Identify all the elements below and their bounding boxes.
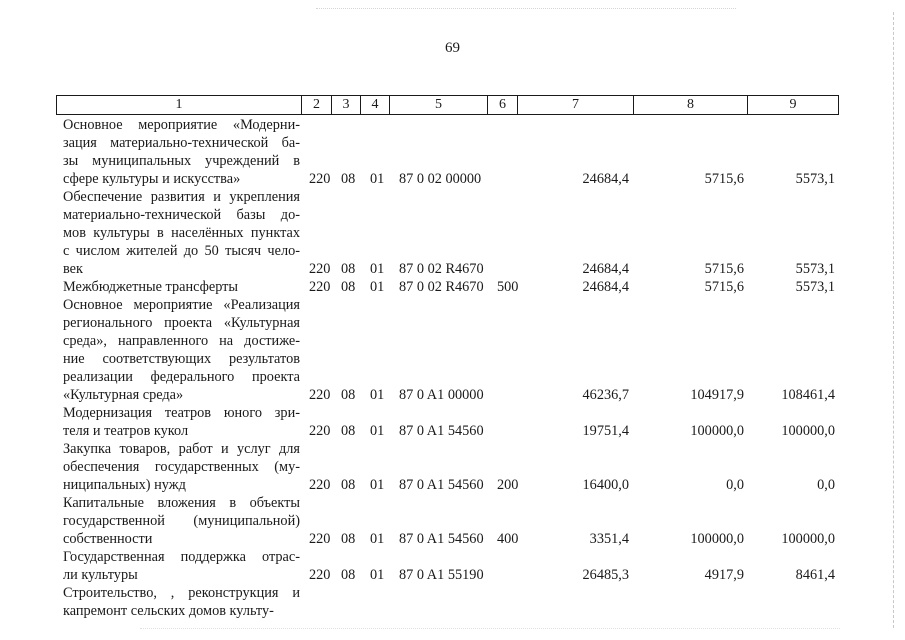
subsection-code: 08 [341, 279, 356, 295]
description-line: ниципальных) нужд [63, 477, 186, 493]
target-article-code: 87 0 A1 54560 [399, 531, 484, 547]
description-line: Обеспечение развития и укрепления [63, 189, 300, 205]
amount-col-7: 19751,4 [582, 423, 629, 439]
subsection-code: 08 [341, 531, 356, 547]
row-description [63, 440, 300, 494]
description-line: материально-технической базы до- [63, 207, 300, 223]
subsection-code: 08 [341, 423, 356, 439]
row-description [63, 548, 300, 584]
column-header-4: 4 [361, 96, 390, 115]
column-header-9: 9 [748, 96, 839, 115]
description-line: среда», направленного на достиже- [63, 333, 300, 349]
description-line: сфере культуры и искусства» [63, 171, 241, 187]
description-line: век [63, 261, 83, 277]
target-article-code: 87 0 02 R4670 [399, 261, 484, 277]
column-header-8: 8 [634, 96, 748, 115]
description-line: Строительство, , реконструкция и [63, 585, 300, 601]
amount-col-9: 100000,0 [781, 423, 835, 439]
amount-col-7: 16400,0 [582, 477, 629, 493]
amount-col-7: 24684,4 [582, 279, 629, 295]
description-line: Межбюджетные трансферты [63, 279, 239, 295]
amount-col-7: 24684,4 [582, 171, 629, 187]
section-code: 220 [309, 171, 331, 187]
target-article-code: 87 0 02 00000 [399, 171, 482, 187]
target-article-code: 87 0 A1 54560 [399, 423, 484, 439]
amount-col-8: 5715,6 [704, 279, 744, 295]
amount-col-8: 104917,9 [690, 387, 744, 403]
description-line: зация материально-технической ба- [63, 135, 300, 151]
description-line: теля и театров кукол [63, 423, 189, 439]
column-header-5: 5 [390, 96, 488, 115]
description-line: Капитальные вложения в объекты [63, 495, 300, 511]
row-description [63, 296, 300, 404]
amount-col-9: 5573,1 [795, 261, 835, 277]
subsection-minor-code: 01 [370, 531, 385, 547]
amount-col-8: 5715,6 [704, 171, 744, 187]
row-description [63, 188, 300, 278]
description-line: реализации федерального проекта [63, 369, 300, 385]
description-line: государственной (муниципальной) [63, 513, 300, 529]
description-line: Государственная поддержка отрас- [63, 549, 300, 565]
target-article-code: 87 0 02 R4670 [399, 279, 484, 295]
target-article-code: 87 0 A1 00000 [399, 387, 484, 403]
subsection-minor-code: 01 [370, 567, 385, 583]
expense-type-code: 200 [497, 477, 519, 493]
column-header-1: 1 [57, 96, 302, 115]
amount-col-8: 5715,6 [704, 261, 744, 277]
amount-col-8: 100000,0 [690, 423, 744, 439]
description-line: зы муниципальных учреждений в [63, 153, 300, 169]
amount-col-8: 4917,9 [704, 567, 744, 583]
description-line: регионального проекта «Культурная [63, 315, 300, 331]
description-line: с числом жителей до 50 тысяч чело- [63, 243, 300, 259]
subsection-minor-code: 01 [370, 261, 385, 277]
expense-type-code: 500 [497, 279, 519, 295]
column-header-2: 2 [302, 96, 332, 115]
section-code: 220 [309, 279, 331, 295]
row-description [63, 584, 300, 620]
row-description [63, 404, 300, 440]
description-line: ние соответствующих результатов [63, 351, 300, 367]
row-description [63, 494, 300, 548]
expense-type-code: 400 [497, 531, 519, 547]
subsection-minor-code: 01 [370, 477, 385, 493]
description-line: Основное мероприятие «Модерни- [63, 117, 300, 133]
column-header-3: 3 [332, 96, 361, 115]
subsection-minor-code: 01 [370, 279, 385, 295]
target-article-code: 87 0 A1 54560 [399, 477, 484, 493]
description-line: Закупка товаров, работ и услуг для [63, 441, 300, 457]
section-code: 220 [309, 261, 331, 277]
subsection-code: 08 [341, 477, 356, 493]
row-description [63, 278, 300, 296]
subsection-minor-code: 01 [370, 387, 385, 403]
amount-col-9: 5573,1 [795, 279, 835, 295]
description-line: Модернизация театров юного зри- [63, 405, 300, 421]
subsection-code: 08 [341, 171, 356, 187]
description-line: «Культурная среда» [63, 387, 184, 403]
amount-col-9: 108461,4 [781, 387, 835, 403]
amount-col-9: 100000,0 [781, 531, 835, 547]
column-header-6: 6 [488, 96, 518, 115]
amount-col-7: 3351,4 [589, 531, 629, 547]
amount-col-9: 0,0 [817, 477, 835, 493]
section-code: 220 [309, 387, 331, 403]
description-line: капремонт сельских домов культу- [63, 603, 274, 619]
description-line: собственности [63, 531, 153, 547]
subsection-code: 08 [341, 261, 356, 277]
description-line: обеспечения государственных (му- [63, 459, 300, 475]
target-article-code: 87 0 A1 55190 [399, 567, 484, 583]
description-line: ли культуры [63, 567, 138, 583]
amount-col-9: 8461,4 [795, 567, 835, 583]
amount-col-8: 0,0 [726, 477, 744, 493]
amount-col-9: 5573,1 [795, 171, 835, 187]
scan-artifact-bottom [140, 628, 840, 629]
amount-col-8: 100000,0 [690, 531, 744, 547]
section-code: 220 [309, 531, 331, 547]
subsection-minor-code: 01 [370, 171, 385, 187]
subsection-minor-code: 01 [370, 423, 385, 439]
description-line: Основное мероприятие «Реализация [63, 297, 300, 313]
subsection-code: 08 [341, 567, 356, 583]
subsection-code: 08 [341, 387, 356, 403]
amount-col-7: 24684,4 [582, 261, 629, 277]
row-description [63, 116, 300, 188]
description-line: мов культуры в населённых пунктах [63, 225, 300, 241]
section-code: 220 [309, 477, 331, 493]
column-header-7: 7 [518, 96, 634, 115]
amount-col-7: 26485,3 [582, 567, 629, 583]
section-code: 220 [309, 423, 331, 439]
amount-col-7: 46236,7 [582, 387, 629, 403]
section-code: 220 [309, 567, 331, 583]
page-number: 69 [445, 40, 460, 56]
